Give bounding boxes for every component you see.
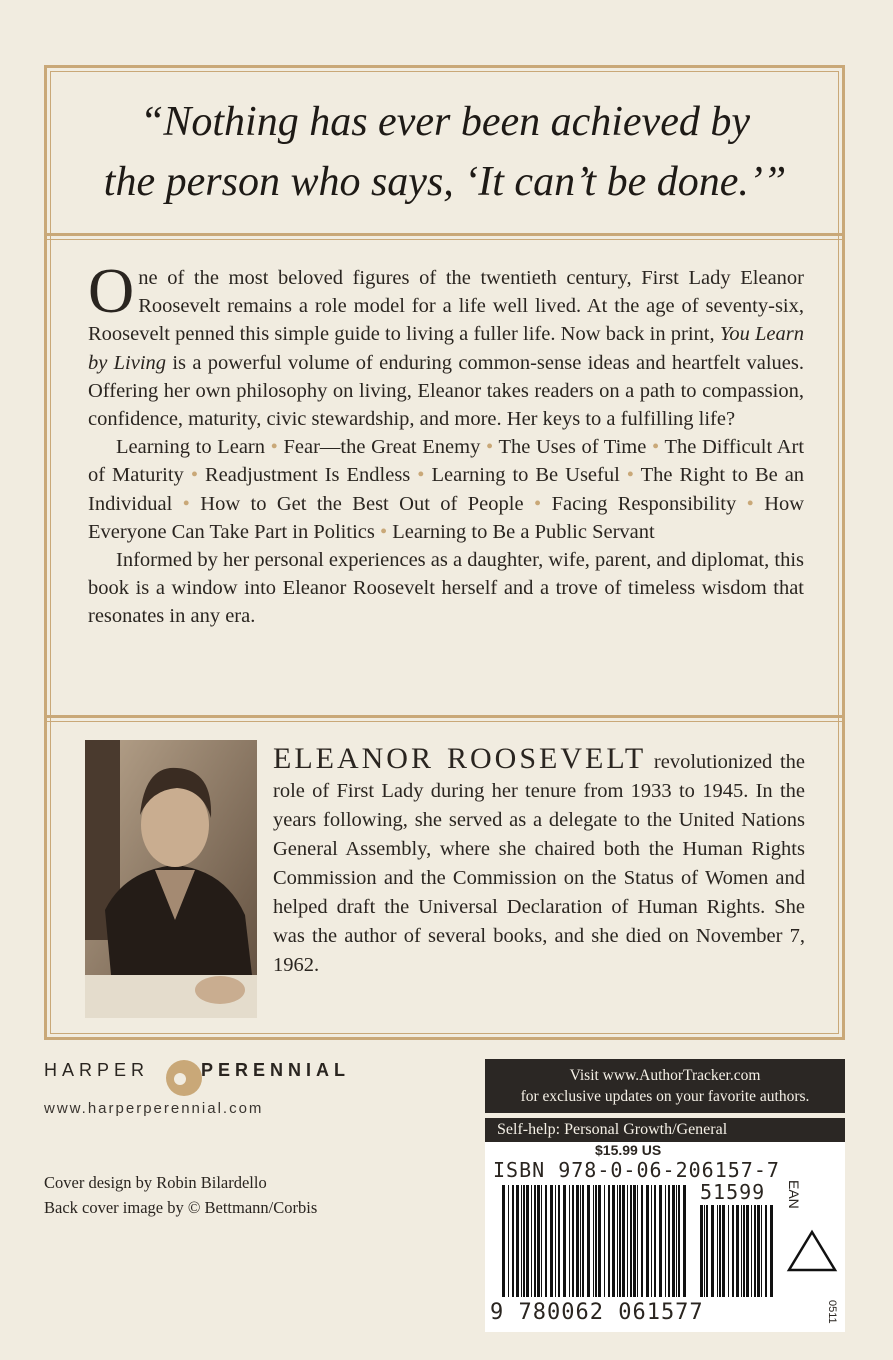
barcode-bar xyxy=(746,1205,749,1297)
barcode-bar xyxy=(637,1185,638,1297)
bullet-icon: • xyxy=(270,436,278,459)
author-tracker-box xyxy=(485,1059,845,1113)
barcode-bar xyxy=(541,1185,542,1297)
bullet-icon: • xyxy=(190,464,198,487)
barcode-bar xyxy=(572,1185,574,1297)
barcode-bar xyxy=(668,1185,670,1297)
bullet-icon: • xyxy=(182,492,190,515)
divider-top xyxy=(44,233,845,236)
quote-line-2: the person who says, ‘It can’t be done.’” xyxy=(103,159,787,205)
chapter: Learning to Be Useful xyxy=(431,464,620,487)
barcode-bar xyxy=(604,1185,605,1297)
author-tracker-line-2: for exclusive updates on your favorite authors. xyxy=(520,1088,810,1105)
barcode-bar xyxy=(678,1185,680,1297)
barcode-bar xyxy=(508,1185,509,1297)
barcode-bar xyxy=(619,1185,621,1297)
barcode-bar xyxy=(651,1185,652,1297)
barcode-bar xyxy=(550,1185,553,1297)
chapter: How to Get the Best Out of People xyxy=(200,492,524,515)
barcode-bar xyxy=(598,1185,601,1297)
barcode-bar xyxy=(717,1205,718,1297)
price-code: 51599 xyxy=(700,1180,766,1204)
barcode-bar xyxy=(741,1205,742,1297)
book-description xyxy=(88,255,805,631)
chapter: The Right to Be an Individual xyxy=(88,464,805,515)
author-name: ELEANOR ROOSEVELT xyxy=(273,742,647,775)
bullet-icon: • xyxy=(379,520,388,543)
barcode-bar xyxy=(512,1185,514,1297)
chapter: Readjustment Is Endless xyxy=(205,464,411,487)
barcode-bar xyxy=(665,1185,666,1297)
bullet-icon: • xyxy=(626,464,634,487)
barcode-bar xyxy=(722,1205,725,1297)
barcode-bar xyxy=(761,1205,762,1297)
barcode-bar xyxy=(743,1205,745,1297)
cover-credit: Cover design by Robin Bilardello xyxy=(44,1173,267,1192)
print-code: 0511 xyxy=(826,1300,838,1324)
bullet-icon: • xyxy=(746,492,754,515)
chapter: How Everyone Can Take Part in Politics xyxy=(88,492,805,543)
bullet-icon: • xyxy=(533,492,542,515)
barcode-bar xyxy=(765,1205,767,1297)
barcode-bar xyxy=(595,1185,597,1297)
bullet-icon: • xyxy=(651,436,660,459)
barcode-bar xyxy=(676,1185,677,1297)
logo-harper: HARPER xyxy=(44,1060,150,1080)
barcode-bar xyxy=(612,1185,615,1297)
barcode-bar xyxy=(531,1185,532,1297)
ean-digits: 9 780062 061577 xyxy=(490,1300,704,1325)
barcode-bar xyxy=(516,1185,519,1297)
barcode-bar xyxy=(757,1205,760,1297)
description-closing: Informed by her personal experiences as a daughter, wife, parent, and diplomat, this book is a window into Eleanor Roosevelt herself and a trove of timeless wisdom that resonates in any era. xyxy=(88,549,804,628)
triangle-icon xyxy=(785,1228,839,1274)
publisher-website[interactable]: www.harperperennial.com xyxy=(44,1100,264,1117)
chapter: Learning to Be a Public Servant xyxy=(392,520,655,543)
chapter: Facing Responsibility xyxy=(551,492,737,515)
chapter: Learning to Learn xyxy=(116,436,266,459)
chapter: The Uses of Time xyxy=(498,436,647,459)
description-text-a: ne of the most beloved figures of the twentieth century, First Lady Eleanor Roosevelt remains a role model for a life well lived. At the age of seventy-six, Roosevelt penned this simple guide to living a fuller life. Now back in print, xyxy=(88,267,804,346)
book-title: You Learn by Living xyxy=(88,323,805,374)
logo-perennial: PERENNIAL xyxy=(201,1060,351,1080)
author-tracker-line-1: Visit www.AuthorTracker.com xyxy=(569,1067,761,1084)
author-bio xyxy=(273,744,805,980)
barcode-bar xyxy=(641,1185,643,1297)
barcode-bar xyxy=(537,1185,540,1297)
quote-line-1: “Nothing has ever been achieved by xyxy=(140,99,750,145)
barcode-bar xyxy=(683,1185,686,1297)
barcode-bar xyxy=(563,1185,566,1297)
bio-text: revolutionized the role of First Lady during her tenure from 1933 to 1945. In the years following, she served as a delegate to the United Nations General Assembly, where she chaired both the Human Rights Commission and the Commission on the Status of Women and helped draft the Universal Declaration of Human Rights. She was the author of several books, and she died on November 7, 1962. xyxy=(273,751,806,976)
barcode-bar xyxy=(617,1185,618,1297)
pull-quote xyxy=(60,92,830,212)
barcode-bar xyxy=(700,1205,703,1297)
barcode-bar xyxy=(521,1185,522,1297)
divider-bottom xyxy=(44,715,845,718)
barcode-bar xyxy=(654,1185,656,1297)
barcode-bar xyxy=(582,1185,584,1297)
barcode-bar xyxy=(736,1205,739,1297)
barcode-bar xyxy=(627,1185,628,1297)
barcode-bar xyxy=(555,1185,556,1297)
description-text-b: is a powerful volume of enduring common-sense ideas and heartfelt values. Offering her own philosophy on living, Eleanor takes readers on a path to compassion, confidence, maturity, civic stewardship, and more. Her keys to a fulfilling life? xyxy=(88,351,804,431)
barcode-bar xyxy=(659,1185,662,1297)
ean-label: EAN xyxy=(786,1180,802,1209)
barcode-bar xyxy=(728,1205,729,1297)
barcode-bar xyxy=(593,1185,594,1297)
barcode-bar xyxy=(580,1185,581,1297)
isbn: ISBN 978-0-06-206157-7 xyxy=(493,1158,780,1182)
barcode-bar xyxy=(704,1205,705,1297)
barcode-bar xyxy=(534,1185,536,1297)
barcode-bar xyxy=(526,1185,529,1297)
barcode-bar xyxy=(719,1205,721,1297)
chapter: The Difficult Art of Maturity xyxy=(88,436,805,487)
image-credit: Back cover image by © Bettmann/Corbis xyxy=(44,1198,318,1217)
barcode-bar xyxy=(754,1205,756,1297)
barcode-bar xyxy=(672,1185,675,1297)
credits xyxy=(44,1170,317,1220)
barcode-bar xyxy=(622,1185,625,1297)
price: $15.99 US xyxy=(595,1142,662,1158)
barcode-bar xyxy=(569,1185,570,1297)
barcode-bar xyxy=(751,1205,752,1297)
barcode-bar xyxy=(502,1185,505,1297)
barcode-bar xyxy=(711,1205,714,1297)
bullet-icon: • xyxy=(417,464,425,487)
chapter: Fear—the Great Enemy xyxy=(283,436,481,459)
barcode-bar xyxy=(587,1185,590,1297)
barcode-bar xyxy=(576,1185,579,1297)
barcode-bar xyxy=(523,1185,525,1297)
category-label: Self-help: Personal Growth/General xyxy=(485,1118,845,1142)
torch-icon xyxy=(160,1058,206,1098)
barcode-bar xyxy=(633,1185,636,1297)
barcode-bar xyxy=(558,1185,560,1297)
barcode-bar xyxy=(545,1185,547,1297)
barcode-bar xyxy=(770,1205,773,1297)
chapter-list xyxy=(88,433,804,546)
price-barcode-icon xyxy=(698,1205,778,1297)
author-photo xyxy=(85,740,257,1018)
barcode-bar xyxy=(646,1185,649,1297)
barcode-bar xyxy=(630,1185,632,1297)
drop-cap: O xyxy=(88,255,135,326)
barcode-bar xyxy=(608,1185,610,1297)
barcode-bar xyxy=(732,1205,734,1297)
barcode-bar xyxy=(706,1205,708,1297)
bullet-icon: • xyxy=(485,436,494,459)
